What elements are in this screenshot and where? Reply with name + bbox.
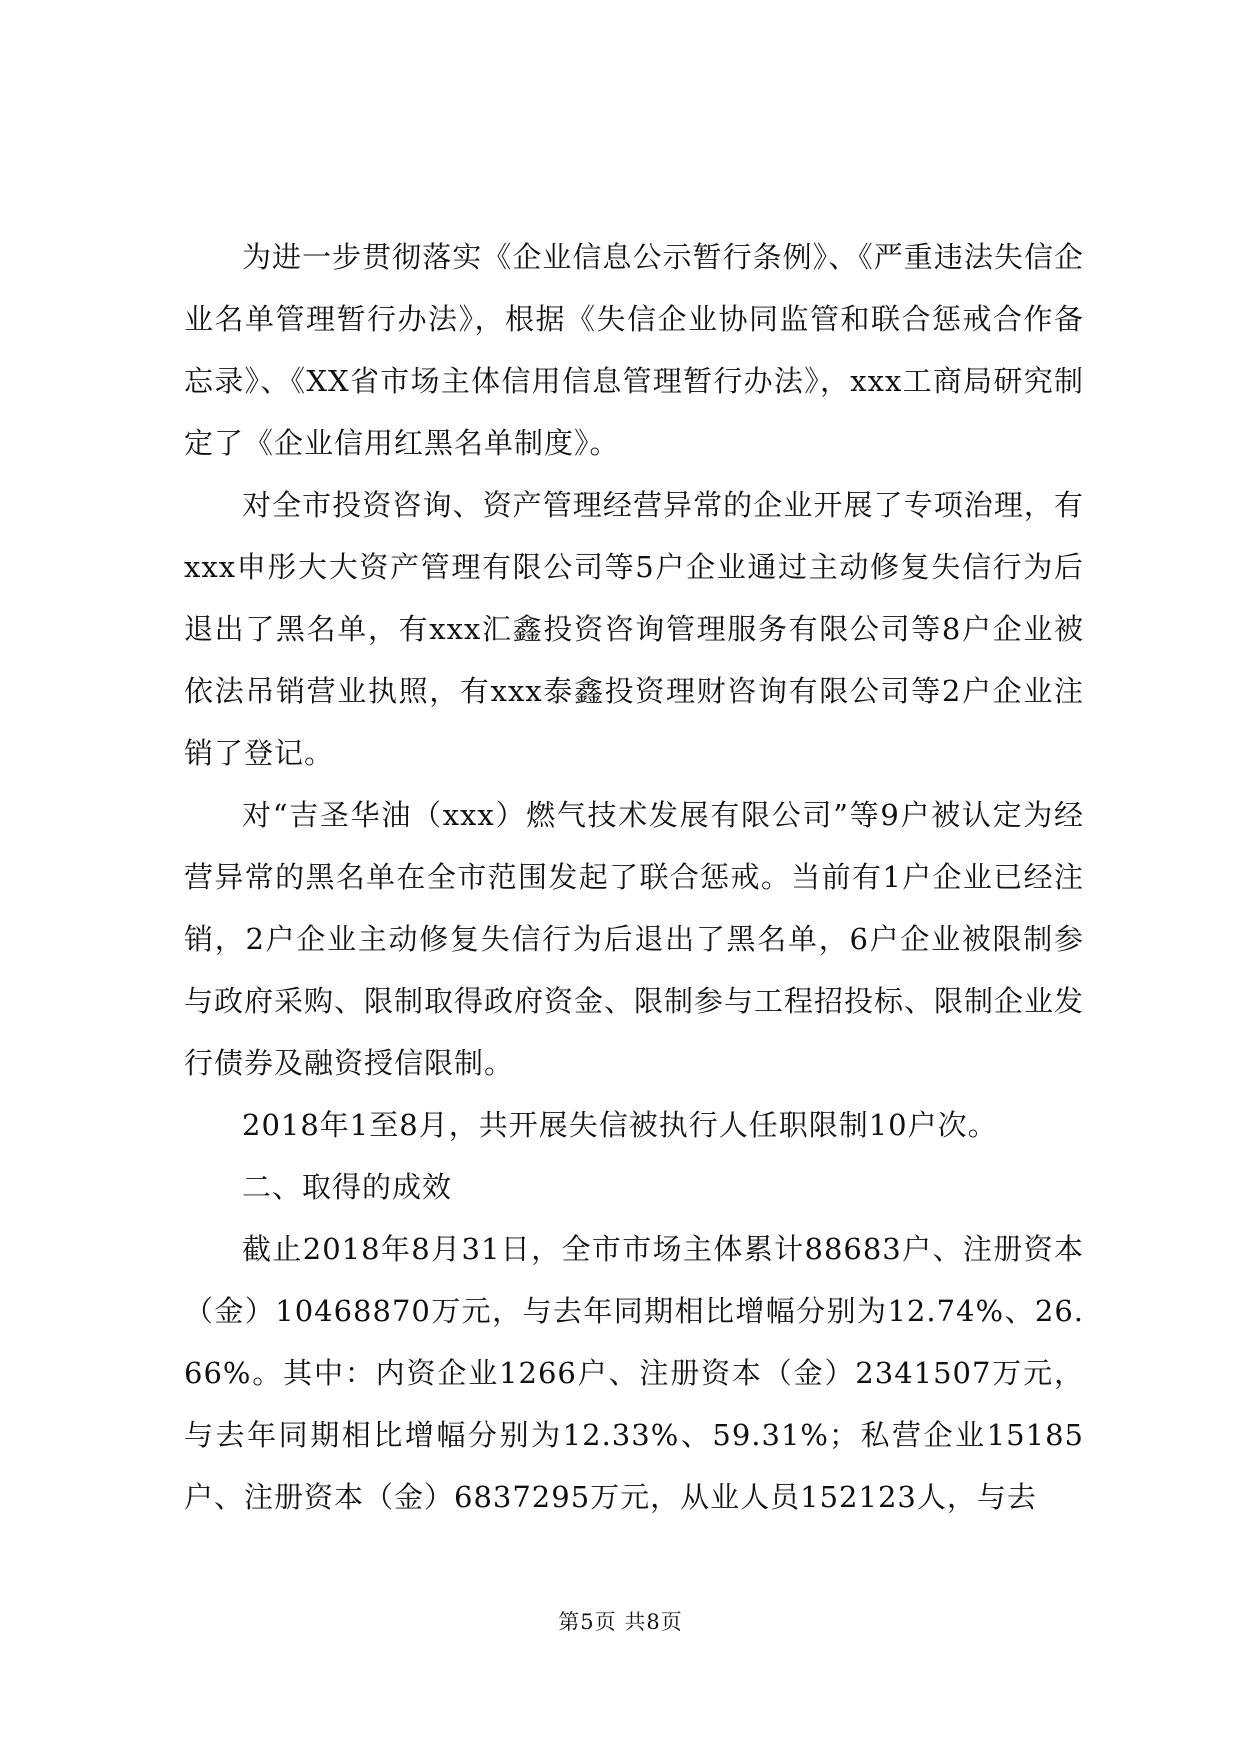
paragraph-special-governance: 对全市投资咨询、资产管理经营异常的企业开展了专项治理，有xxx申彤大大资产管理有限公司等5户企业通过主动修复失信行为后退出了黑名单，有xxx汇鑫投资咨询管理服务有限公司等8户企业被依法吊销营业执照，有xxx泰鑫投资理财咨询有限公司等2户企业注销了登记。 [184, 488, 1084, 770]
document-body [184, 226, 1084, 1528]
page-footer: 第5页 共8页 [558, 1610, 683, 1634]
paragraph-statistics: 截止2018年8月31日，全市市场主体累计88683户、注册资本（金）10468870万元，与去年同期相比增幅分别为12.74%、26.66%。其中：内资企业1266户、注册资本（金）2341507万元，与去年同期相比增幅分别为12.33%、59.31%；私营企业15185户、注册资本（金）6837295万元，从业人员152123人，与去 [184, 1232, 1084, 1514]
paragraph-regulations: 为进一步贯彻落实《企业信息公示暂行条例》、《严重违法失信企业名单管理暂行办法》，根据《失信企业协同监管和联合惩戒合作备忘录》、《XX省市场主体信用信息管理暂行办法》，xxx工商局研究制定了《企业信用红黑名单制度》。 [184, 240, 1084, 460]
section-heading-results: 二、取得的成效 [242, 1170, 453, 1204]
paragraph-joint-punishment: 对“吉圣华油（xxx）燃气技术发展有限公司”等9户被认定为经营异常的黑名单在全市范围发起了联合惩戒。当前有1户企业已经注销，2户企业主动修复失信行为后退出了黑名单，6户企业被限制参与政府采购、限制取得政府资金、限制参与工程招投标、限制企业发行债券及融资授信限制。 [184, 798, 1085, 1080]
paragraph-employment-restriction: 2018年1至8月，共开展失信被执行人任职限制10户次。 [242, 1108, 998, 1142]
